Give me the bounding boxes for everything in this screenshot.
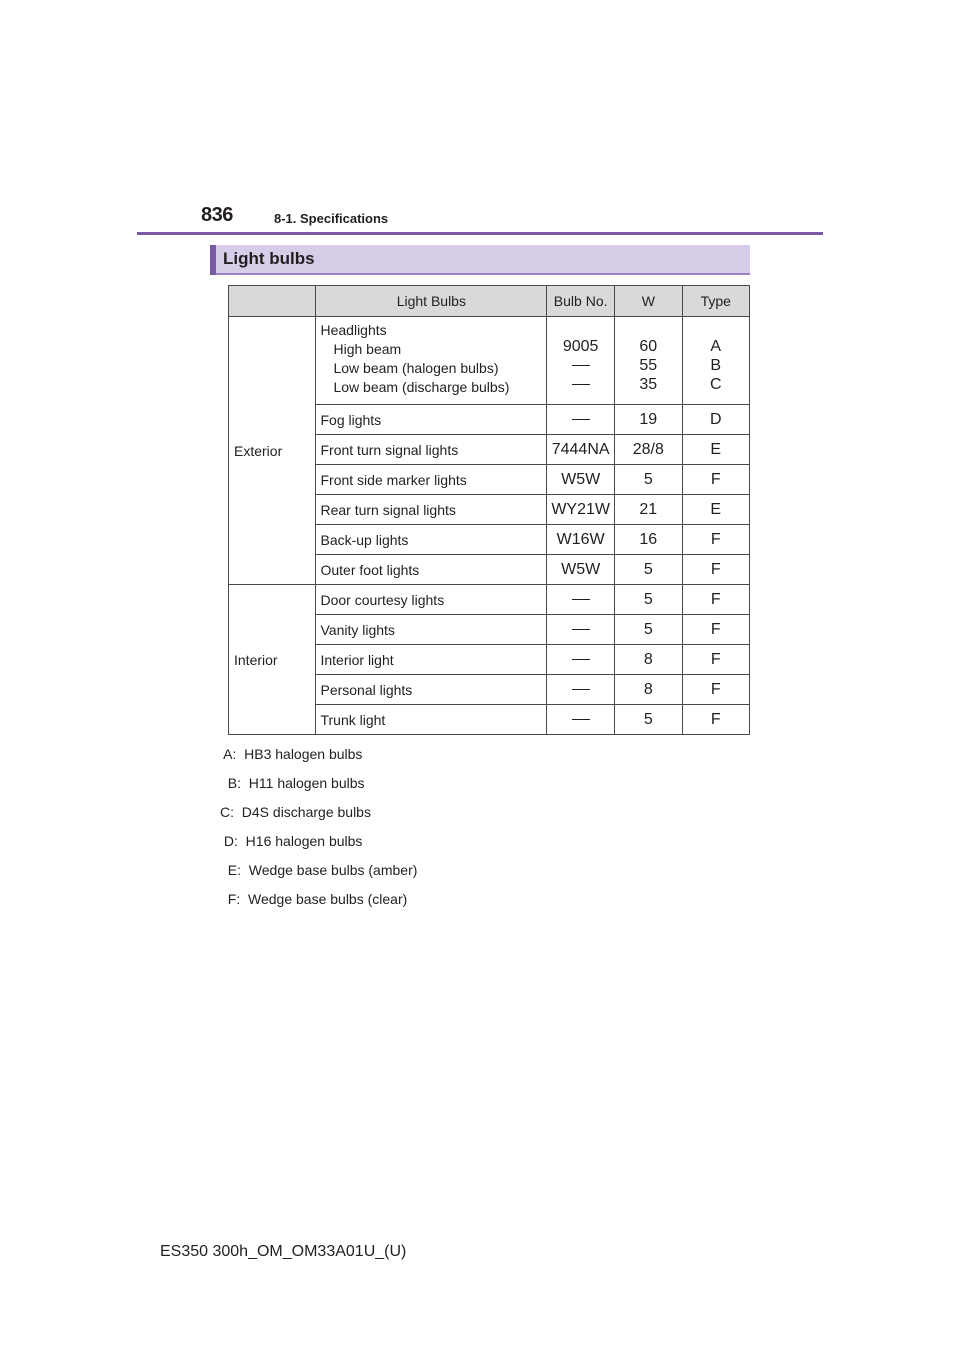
dash-mark <box>572 629 590 630</box>
dash-mark <box>572 419 590 420</box>
light-name: Door courtesy lights <box>316 585 547 615</box>
headlights-type-b: B <box>710 357 722 374</box>
watts: 16 <box>615 525 682 555</box>
column-header-watts: W <box>615 286 682 317</box>
bulb-no <box>547 675 615 705</box>
light-name: Trunk light <box>316 705 547 735</box>
footnote-c: C: D4S discharge bulbs <box>220 804 371 820</box>
headlights-low-beam-discharge: Low beam (discharge bulbs) <box>333 379 510 395</box>
footnote-d: D: H16 halogen bulbs <box>220 833 363 849</box>
headlights-watts-high: 60 <box>639 338 658 355</box>
watts: 8 <box>615 675 682 705</box>
light-name: Rear turn signal lights <box>316 495 547 525</box>
dash-mark <box>572 659 590 660</box>
footnote-e: E: Wedge base bulbs (amber) <box>220 862 418 878</box>
bulb-type: F <box>682 675 749 705</box>
heading-accent <box>210 245 216 275</box>
bulb-type: E <box>682 495 749 525</box>
light-name: Personal lights <box>316 675 547 705</box>
light-name: Outer foot lights <box>316 555 547 585</box>
table-row <box>229 585 750 615</box>
headlights-cell <box>316 317 547 405</box>
dash-mark <box>572 719 590 720</box>
bulb-no <box>547 405 615 435</box>
bulb-type: F <box>682 585 749 615</box>
bulb-type: D <box>682 405 749 435</box>
section-heading: Light bulbs <box>223 249 315 268</box>
headlights-watts <box>615 317 682 405</box>
column-header-category <box>229 286 316 317</box>
footnote-b: B: H11 halogen bulbs <box>220 775 365 791</box>
footnote-f: F: Wedge base bulbs (clear) <box>220 891 408 907</box>
footnote-a: A: HB3 halogen bulbs <box>220 746 363 762</box>
headlights-type-a: A <box>710 338 722 355</box>
column-header-type: Type <box>682 286 749 317</box>
bulb-no: W16W <box>547 525 615 555</box>
watts: 5 <box>615 615 682 645</box>
watts: 5 <box>615 705 682 735</box>
bulb-type: F <box>682 525 749 555</box>
table-row-headlights <box>229 317 750 405</box>
document-code-footer: ES350 300h_OM_OM33A01U_(U) <box>160 1243 407 1260</box>
column-header-bulb-no: Bulb No. <box>547 286 615 317</box>
bulb-no <box>547 645 615 675</box>
category-exterior: Exterior <box>229 317 316 585</box>
bulb-type: E <box>682 435 749 465</box>
bulb-no: W5W <box>547 465 615 495</box>
dash-mark <box>572 599 590 600</box>
light-name: Interior light <box>316 645 547 675</box>
bulb-no: WY21W <box>547 495 615 525</box>
dash-mark <box>572 689 590 690</box>
section-title: 8-1. Specifications <box>274 211 389 226</box>
bulb-type: F <box>682 705 749 735</box>
footnotes <box>220 740 417 914</box>
page-header <box>201 202 821 234</box>
light-name: Fog lights <box>316 405 547 435</box>
page-number: 836 <box>201 204 233 226</box>
headlights-title: Headlights <box>320 322 387 338</box>
light-name: Back-up lights <box>316 525 547 555</box>
headlights-low-beam-halogen: Low beam (halogen bulbs) <box>333 360 499 376</box>
table-header-row <box>229 286 750 317</box>
column-header-light-bulbs: Light Bulbs <box>316 286 547 317</box>
headlights-bulb-no <box>547 317 615 405</box>
headlights-high-beam: High beam <box>333 341 402 357</box>
dash-mark <box>572 365 590 366</box>
headlights-watts-low-discharge: 35 <box>639 376 658 393</box>
light-bulbs-table <box>228 285 750 735</box>
watts: 19 <box>615 405 682 435</box>
category-interior: Interior <box>229 585 316 735</box>
bulb-no <box>547 705 615 735</box>
headlights-bulb-no-high: 9005 <box>562 338 599 355</box>
watts: 21 <box>615 495 682 525</box>
section-heading-bar <box>210 245 750 275</box>
bulb-type: F <box>682 465 749 495</box>
light-name: Front side marker lights <box>316 465 547 495</box>
bulb-no: 7444NA <box>547 435 615 465</box>
headlights-type-c: C <box>709 376 722 393</box>
watts: 8 <box>615 645 682 675</box>
watts: 5 <box>615 465 682 495</box>
bulb-no: W5W <box>547 555 615 585</box>
header-rule <box>137 232 823 235</box>
light-name: Vanity lights <box>316 615 547 645</box>
watts: 5 <box>615 555 682 585</box>
light-name: Front turn signal lights <box>316 435 547 465</box>
dash-mark <box>572 384 590 385</box>
watts: 28/8 <box>615 435 682 465</box>
headlights-type <box>682 317 749 405</box>
bulb-type: F <box>682 555 749 585</box>
bulb-type: F <box>682 615 749 645</box>
bulb-no <box>547 585 615 615</box>
headlights-watts-low-halogen: 55 <box>639 357 658 374</box>
watts: 5 <box>615 585 682 615</box>
bulb-no <box>547 615 615 645</box>
bulb-type: F <box>682 645 749 675</box>
